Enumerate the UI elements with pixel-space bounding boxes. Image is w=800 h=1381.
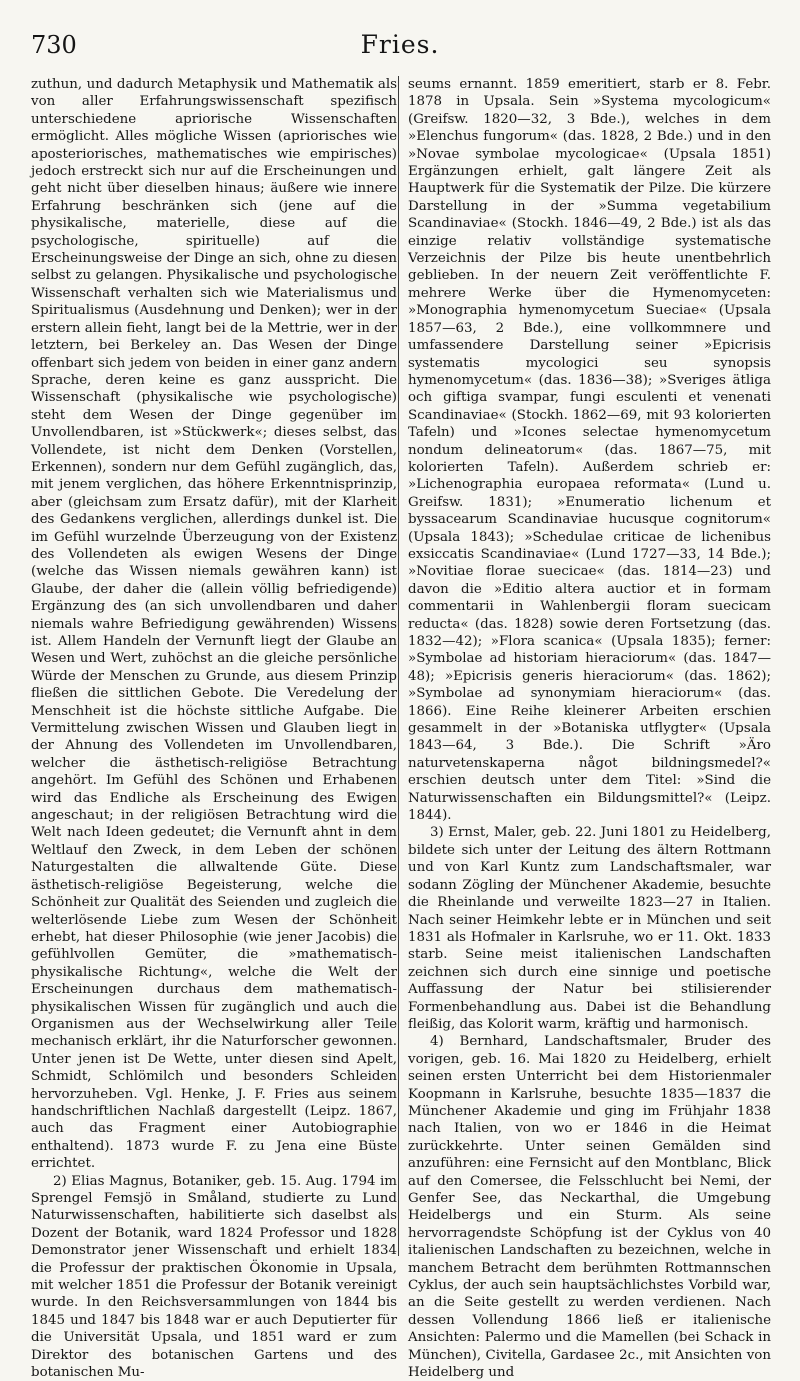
page-number: 730	[31, 31, 77, 59]
right-column	[408, 76, 771, 1381]
paragraph-philosophy-continued: zuthun, und dadurch Metaphysik und Mathematik als von aller Erfahrungswissenschaft spezifisch unterschiedene apriorische Wissenschaften ermöglicht. Alles mögliche Wissen (apriorisches wie aposteriorisches, mathematisches wie empirisches) jedoch erstreckt sich nur auf die Erscheinungen und geht nicht über dieselben hinaus; äußere wie innere Erfahrung beschränken sich (jene auf die physikalische, materielle, diese auf die psychologische, spirituelle) auf die Erscheinungsweise der Dinge an sich, ohne zu diesen selbst zu gelangen. Physikalische und psychologische Wissenschaft verhalten sich wie Materialismus und Spiritualismus (Ausdehnung und Denken); wer in der erstern allein fieht, langt bei de la Mettrie, wer in der letztern, bei Berkeley an. Das Wesen der Dinge offenbart sich jedem von beiden in einer ganz andern Sprache, deren keine es ganz ausspricht. Die Wissenschaft (physikalische wie psychologische) steht dem Wesen der Dinge gegenüber im Unvollendbaren, ist »Stückwerk«; dieses selbst, das Vollendete, ist nicht dem Denken (Vorstellen, Erkennen), sondern nur dem Gefühl zugänglich, das, mit jenem verglichen, das höhere Erkenntnisprinzip, aber (gleichsam zum Ersatz dafür), mit der Klarheit des Gedankens verglichen, allerdings dunkel ist. Die im Gefühl wurzelnde Überzeugung von der Existenz des Vollendeten als ewigen Wesens der Dinge (welche das Wissen niemals gewähren kann) ist Glaube, der daher die (allein völlig befriedigende) Ergänzung des (an sich unvollendbaren und daher niemals wahre Befriedigung gewährenden) Wissens ist. Allem Handeln der Vernunft liegt der Glaube an Wesen und Wert, zuhöchst an die gleiche persönliche Würde der Menschen zu Grunde, aus diesem Prinzip fließen die sittlichen Gebote. Die Veredelung der Menschheit ist die höchste sittliche Aufgabe. Die Vermittelung zwischen Wissen und Glauben liegt in der Ahnung des Vollendeten im Unvollendbaren, welcher die ästhetisch-religiöse Betrachtung angehört. Im Gefühl des Schönen und Erhabenen wird das Endliche als Erscheinung des Ewigen angeschaut; in der religiösen Betrachtung wird die Welt nach Ideen gedeutet; die Vernunft ahnt in dem Weltlauf den Zweck, in dem Leben der schönen Naturgestalten die allwaltende Güte. Diese ästhetisch-religiöse Begeisterung, welche die Schönheit zur Qualität des Seienden und zugleich die welterlösende Liebe zum Wesen der Schönheit erhebt, hat dieser Philosophie (wie jener Jacobis) die gefühlvollen Gemüter, die »mathematisch-physikalische Richtung«, welche die Welt der Erscheinungen durchaus dem mathematisch-physikalischen Wissen für zugänglich und auch die Organismen aus der Wechselwirkung aller Teile mechanisch erklärt, ihr die Naturforscher gewonnen. Unter jenen ist De Wette, unter diesen sind Apelt, Schmidt, Schlömilch und besonders Schleiden hervorzuheben. Vgl. Henke, J. F. Fries aus seinem handschriftlichen Nachlaß dargestellt (Leipz. 1867, auch das Fragment einer Autobiographie enthaltend). 1873 wurde F. zu Jena eine Büste errichtet.	[31, 77, 397, 1172]
entry-bernhard: 4) Bernhard, Landschaftsmaler, Bruder des vorigen, geb. 16. Mai 1820 zu Heidelberg, erhielt seinen ersten Unterricht bei dem Historienmaler Koopmann in Karlsruhe, besuchte 1835—1837 die Münchener Akademie und ging im Frühjahr 1838 nach Italien, von wo er 1846 in die Heimat zurückkehrte. Unter seinen Gemälden sind anzuführen: eine Fernsicht auf den Montblanc, Blick auf den Comersee, die Felsschlucht bei Nemi, der Genfer See, das Neckarthal, die Umgebung Heidelbergs und ein Sturm. Als seine hervorragendste Schöpfung ist der Cyklus von 40 italienischen Landschaften zu bezeichnen, welche in manchem Betracht dem berühmten Rottmannschen Cyklus, der auch sein hauptsächlichstes Vorbild war, an die Seite gestellt zu werden verdienen. Nach dessen Vollendung 1866 ließ er italienische Ansichten: Palermo und die Mamellen (bei Schack in München), Civitella, Gardasee 2c., mit Ansichten von Heidelberg und	[408, 1034, 771, 1381]
column-divider	[398, 76, 399, 1256]
entry-ernst: 3) Ernst, Maler, geb. 22. Juni 1801 zu Heidelberg, bildete sich unter der Leitung des ältern Rottmann und von Karl Kuntz zum Landschaftsmaler, war sodann Zögling der Münchener Akademie, besuchte die Rheinlande und verweilte 1823—27 in Italien. Nach seiner Heimkehr lebte er in München und seit 1831 als Hofmaler in Karlsruhe, wo er 11. Okt. 1833 starb. Seine meist italienischen Landschaften zeichnen sich durch eine sinnige und poetische Auffassung der Natur bei stilisierender Formenbehandlung aus. Dabei ist die Behandlung fleißig, das Kolorit warm, kräftig und harmonisch.	[408, 825, 771, 1032]
page-header	[27, 30, 773, 64]
running-title: Fries.	[360, 30, 440, 59]
entry-elias-magnus-continued: seums ernannt. 1859 emeritiert, starb er 8. Febr. 1878 in Upsala. Sein »Systema mycologicum« (Greifsw. 1820—32, 3 Bde.), welches in dem »Elenchus fungorum« (das. 1828, 2 Bde.) und in den »Novae symbolae mycologicae« (Upsala 1851) Ergänzungen erhielt, galt längere Zeit als Hauptwerk für die Systematik der Pilze. Die kürzere Darstellung in der »Summa vegetabilium Scandinaviae« (Stockh. 1846—49, 2 Bde.) ist als das einzige relativ vollständige systematische Verzeichnis der Pilze bis heute unentbehrlich geblieben. In der neuern Zeit veröffentlichte F. mehrere Werke über die Hymenomyceten: »Monographia hymenomycetum Sueciae« (Upsala 1857—63, 2 Bde.), eine vollkommnere und umfassendere Darstellung seiner »Epicrisis systematis mycologici seu synopsis hymenomycetum« (das. 1836—38); »Sveriges ätliga och giftiga svampar, fungi esculenti et venenati Scandinaviae« (Stockh. 1862—69, mit 93 kolorierten Tafeln) und »Icones selectae hymenomycetum nondum delineatorum« (das. 1867—75, mit kolorierten Tafeln). Außerdem schrieb er: »Lichenographia europaea reformata« (Lund u. Greifsw. 1831); »Enumeratio lichenum et byssacearum Scandinaviae hucusque cognitorum« (Upsala 1843); »Schedulae criticae de lichenibus exsiccatis Scandinaviae« (Lund 1727—33, 14 Bde.); »Novitiae florae suecicae« (das. 1814—23) und davon die »Editio altera auctior et in formam commentarii in Wahlenbergii floram suecicam reducta« (das. 1828) sowie deren Fortsetzung (das. 1832—42); »Flora scanica« (Upsala 1835); ferner: »Symbolae ad historiam hieraciorum« (das. 1847—48); »Epicrisis generis hieraciorum« (das. 1862); »Symbolae ad synonymiam hieraciorum« (das. 1866). Eine Reihe kleinerer Arbeiten erschien gesammelt in der »Botaniska utflygter« (Upsala 1843—64, 3 Bde.). Die Schrift »Äro naturvetenskaperna något bildningsmedel?« erschien deutsch unter dem Titel: »Sind die Naturwissenschaften ein Bildungsmittel?« (Leipz. 1844).	[408, 77, 771, 824]
left-column	[31, 76, 397, 1381]
entry-elias-magnus: 2) Elias Magnus, Botaniker, geb. 15. Aug. 1794 im Sprengel Femsjö in Småland, studierte zu Lund Naturwissenschaften, habilitierte sich daselbst als Dozent der Botanik, ward 1824 Professor und 1828 Demonstrator jener Wissenschaft und erhielt 1834 die Professur der praktischen Ökonomie in Upsala, mit welcher 1851 die Professur der Botanik vereinigt wurde. In den Reichsversammlungen von 1844 bis 1845 und 1847 bis 1848 war er auch Deputierter für die Universität Upsala, und 1851 ward er zum Direktor des botanischen Gartens und des botanischen Mu-	[31, 1173, 397, 1381]
